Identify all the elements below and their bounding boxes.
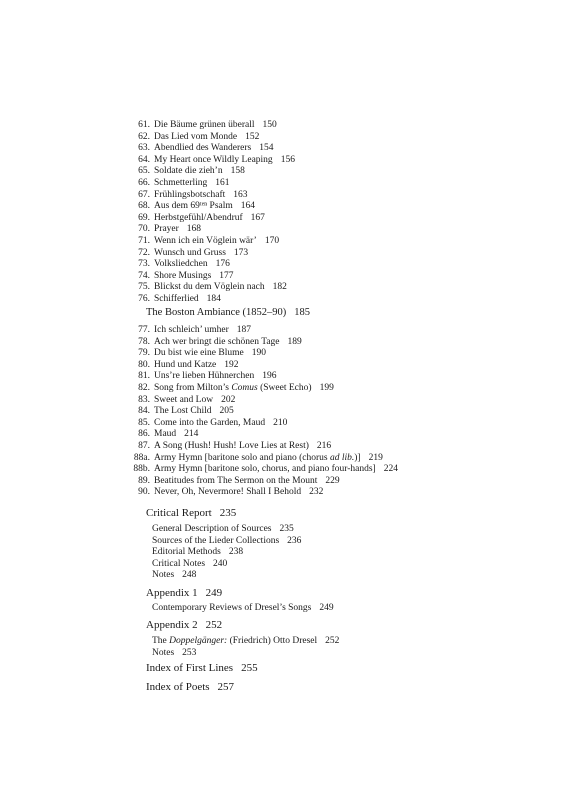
entry-page: 210 (273, 417, 288, 428)
toc-entry (120, 294, 560, 306)
toc-entry (120, 271, 560, 283)
entry-page: 161 (215, 177, 230, 188)
entry-page: 150 (262, 120, 277, 130)
section-page: 235 (219, 507, 237, 519)
entry-number: 81. (138, 371, 150, 382)
toc-entry (120, 120, 560, 132)
entry-title: Herbstgefühl/Abendruf (154, 212, 243, 223)
entry-number: 90. (138, 487, 150, 498)
entry-page: 154 (259, 143, 274, 154)
entry-number: 66. (138, 177, 150, 188)
entry-title: Volksliedchen (154, 259, 208, 270)
part-heading (146, 307, 310, 318)
entry-title: Soldate die zieh’n (154, 166, 223, 177)
entry-page: 196 (262, 371, 277, 382)
toc-entry (120, 337, 560, 349)
entry-number: 67. (138, 189, 150, 200)
entry-number: 61. (138, 120, 150, 130)
toc-entry (120, 201, 560, 213)
entry-title: Army Hymn [baritone solo, chorus, and piano four-hands] (154, 464, 376, 475)
toc-subitem: Editorial Methods 238 (152, 547, 244, 558)
section-title: Critical Report (146, 507, 212, 519)
toc-entry (120, 132, 560, 144)
entry-number: 86. (138, 429, 150, 440)
entry-number: 84. (138, 406, 150, 417)
toc-entry (120, 429, 560, 441)
entry-number: 74. (138, 270, 150, 281)
section-title: Index of First Lines (146, 662, 234, 674)
section-appendix-1 (146, 587, 222, 599)
entry-title: Beatitudes from The Sermon on the Mount (154, 475, 318, 486)
toc-subitem: General Description of Sources 235 (152, 524, 294, 534)
section-page: 252 (205, 619, 223, 631)
entry-number: 72. (138, 247, 150, 258)
section-page: 257 (217, 681, 235, 693)
entry-number: 68. (138, 201, 150, 212)
entry-page: 202 (221, 394, 236, 405)
entry-page: 199 (319, 382, 334, 393)
entry-page: 216 (316, 440, 332, 451)
section-index-poets (146, 681, 234, 693)
toc-entry (120, 248, 560, 260)
entry-title: Never, Oh, Nevermore! Shall I Behold (154, 487, 302, 498)
entry-number: 78. (138, 336, 150, 347)
entry-page: 167 (250, 212, 265, 223)
entry-number: 62. (138, 131, 150, 142)
entry-page: 229 (325, 475, 340, 486)
entry-title: Sweet and Low (154, 394, 214, 405)
toc-entry (120, 236, 560, 248)
entry-title: Wenn ich ein Vöglein wär’ (154, 235, 257, 246)
toc-subitem: Notes 248 (152, 570, 197, 581)
entry-number: 63. (138, 143, 150, 154)
entry-page: 156 (280, 154, 295, 165)
entry-title: Uns’re lieben Hühnerchen (154, 371, 255, 382)
entry-number: 76. (138, 293, 150, 304)
toc-entry (120, 282, 560, 294)
entry-number: 73. (138, 259, 150, 270)
section-title: Appendix 1 (146, 587, 198, 599)
entry-number: 79. (138, 348, 150, 359)
entry-number: 87. (138, 440, 150, 451)
toc-entry (120, 383, 560, 395)
part-heading-title: The Boston Ambiance (1852–90) (146, 307, 287, 318)
entry-page: 168 (186, 224, 202, 235)
toc-subitem: Notes 253 (152, 647, 197, 658)
entry-title: Wunsch und Gruss (154, 247, 226, 258)
part-heading-page: 185 (294, 307, 311, 318)
entry-title: Die Bäume grünen überall (154, 120, 255, 130)
entry-page: 164 (240, 201, 256, 212)
entry-number: 71. (138, 235, 150, 246)
toc-entry (120, 441, 560, 453)
entry-title: Shore Musings (154, 270, 212, 281)
entry-title: My Heart once Wildly Leaping (154, 154, 273, 165)
toc-entry (120, 464, 560, 476)
entry-number: 83. (138, 394, 150, 405)
entry-number: 88a. (133, 452, 150, 463)
section-page: 249 (205, 587, 223, 599)
section-page: 255 (241, 662, 258, 674)
appendix-1-items (152, 603, 334, 615)
entry-page: 170 (264, 235, 280, 246)
entry-page: 190 (251, 348, 266, 359)
entry-title: Aus dem 69ᵗᵉⁿ Psalm (154, 201, 233, 212)
entry-page: 187 (236, 325, 251, 335)
entry-title: Schmetterling (154, 177, 208, 188)
entry-page: 182 (272, 282, 287, 293)
entry-number: 85. (138, 417, 150, 428)
entry-page: 205 (219, 406, 234, 417)
toc-entry (120, 190, 560, 202)
toc-entry (120, 476, 560, 488)
entry-number: 89. (138, 475, 150, 486)
entry-page: 232 (309, 487, 324, 498)
toc-entry (120, 348, 560, 360)
entry-title: Song from Milton’s Comus (Sweet Echo) (154, 382, 312, 393)
toc-entry (120, 155, 560, 167)
entry-page: 192 (224, 359, 239, 370)
entry-page: 176 (215, 259, 230, 270)
entry-page: 224 (383, 464, 398, 475)
toc-entry (120, 406, 560, 418)
entry-number: 77. (138, 325, 150, 335)
entry-page: 158 (230, 166, 245, 177)
entry-number: 88b. (133, 464, 150, 475)
entry-title: Come into the Garden, Maud (154, 417, 266, 428)
entry-title: Hund und Katze (154, 359, 217, 370)
toc-entry (120, 166, 560, 178)
song-list-part-1 (120, 120, 560, 306)
toc-entry (120, 213, 560, 225)
entry-page: 214 (184, 429, 199, 440)
entry-page: 152 (245, 131, 260, 142)
toc-entry (120, 453, 560, 465)
toc-entry (120, 259, 560, 271)
entry-title: Blickst du dem Vöglein nach (154, 282, 265, 293)
entry-page: 177 (219, 270, 234, 281)
toc-entry (120, 325, 560, 337)
section-index-first-lines (146, 662, 258, 674)
entry-number: 80. (138, 359, 150, 370)
entry-page: 173 (233, 247, 249, 258)
toc-entry (120, 360, 560, 372)
toc-entry (120, 178, 560, 190)
entry-number: 82. (138, 382, 150, 393)
section-title: Index of Poets (146, 681, 210, 693)
toc-subitem: Contemporary Reviews of Dresel’s Songs 249 (152, 603, 334, 613)
section-title: Appendix 2 (146, 619, 198, 631)
entry-title: Das Lied vom Monde (154, 131, 238, 142)
toc-entry (120, 371, 560, 383)
toc-entry (120, 224, 560, 236)
entry-title: Maud (154, 429, 177, 440)
entry-title: Ach wer bringt die schönen Tage (154, 336, 280, 347)
toc-subitem: Sources of the Lieder Collections 236 (152, 535, 302, 546)
entry-page: 189 (287, 336, 302, 347)
section-appendix-2 (146, 619, 222, 631)
entry-title: Schifferlied (154, 293, 199, 304)
entry-page: 219 (368, 452, 383, 463)
entry-title: Prayer (154, 224, 179, 235)
entry-title: A Song (Hush! Hush! Love Lies at Rest) (154, 440, 309, 451)
entry-page: 184 (206, 293, 221, 304)
toc-subitem: Critical Notes 240 (152, 558, 228, 569)
entry-number: 64. (138, 154, 150, 165)
entry-number: 65. (138, 166, 150, 177)
toc-entry (120, 487, 560, 499)
toc-subitem: The Doppelgänger: (Friedrich) Otto Dresel 252 (152, 636, 340, 646)
entry-title: Army Hymn [baritone solo and piano (chorus ad lib.)] (154, 452, 361, 463)
entry-number: 70. (138, 224, 150, 235)
entry-title: Abendlied des Wanderers (154, 143, 252, 154)
entry-number: 75. (138, 282, 150, 293)
entry-title: Ich schleich’ umher (154, 325, 229, 335)
toc-entry (120, 143, 560, 155)
entry-title: Frühlingsbotschaft (154, 189, 226, 200)
song-list-part-2 (120, 325, 560, 499)
critical-report-items (152, 524, 301, 582)
toc-entry (120, 418, 560, 430)
appendix-2-items (152, 636, 339, 659)
section-critical-report (146, 507, 236, 519)
toc-entry (120, 395, 560, 407)
entry-number: 69. (138, 212, 150, 223)
entry-title: The Lost Child (154, 406, 212, 417)
entry-page: 163 (233, 189, 248, 200)
entry-title: Du bist wie eine Blume (154, 348, 244, 359)
